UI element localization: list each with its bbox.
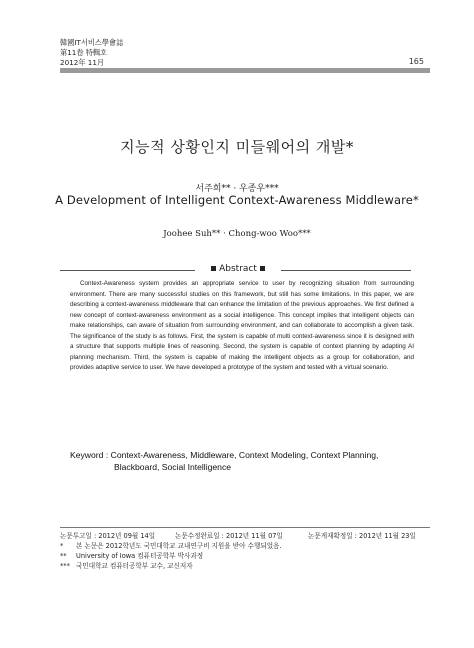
- footnote-mark: ***: [60, 562, 70, 571]
- square-bullet-icon: [260, 266, 265, 271]
- abstract-body: [70, 279, 414, 374]
- footnotes: [60, 541, 282, 572]
- received-date: 논문투고일 : 2012년 09월 14일: [60, 532, 156, 540]
- footer-rule: [60, 527, 430, 528]
- authors-korean: 서주희** · 우종우***: [195, 184, 279, 194]
- abstract-heading: [195, 264, 281, 274]
- abstract-rule-left: [60, 270, 195, 271]
- title-english: A Development of Intelligent Context-Awareness Middleware*: [55, 193, 419, 207]
- journal-date: 2012年 11月: [60, 58, 105, 67]
- footnote: [60, 541, 282, 551]
- journal-info: [60, 38, 123, 68]
- footnote-text: 국민대학교 컴퓨터공학부 교수, 교신저자: [76, 562, 193, 571]
- keyword-line-1: Context-Awareness, Middleware, Context Modeling, Context Planning,: [110, 450, 379, 460]
- footnote-text: University of Iowa 컴퓨터공학부 박사과정: [76, 552, 204, 561]
- title-korean: 지능적 상황인지 미들웨어의 개발*: [120, 138, 354, 156]
- footnote-text: 본 논문은 2012학년도 국민대학교 교내연구비 지원을 받아 수행되었음.: [76, 542, 282, 550]
- authors-english: Joohee Suh** · Chong-woo Woo***: [163, 229, 311, 239]
- abstract-heading-text: Abstract: [219, 264, 257, 274]
- header-rule: [60, 68, 430, 73]
- page-number: 165: [408, 57, 424, 66]
- abstract-text: Context-Awareness system provides an appropriate service to user by recognizing situation from surrounding environment. There are many successful studies on this framework, but still has some limitations. In this paper, we are describing a context-awareness middleware that can enhance the limitation of the previous approaches. We first defined a new concept of context-awareness environment as a social intelligence. This concept implies that intelligent objects can make relationships, can aware of situation from surrounding environment, and can collaborate to accomplish a given task. The significance of the study is as follows. First, the system is capable of multi context-awareness since it is designed with a structure that supports multiple lines of reasoning. Second, the system is capable of context planning by adapting AI planning mechanism. Third, the system is capable of making the intelligent objects as a group for collaboration, and provides adaptive service to user. We have developed a prototype of the system and tested with a virtual scenario.: [70, 280, 414, 372]
- journal-volume: 第11卷 特輯호: [60, 48, 108, 57]
- keyword-line-2: Blackboard, Social Intelligence: [114, 462, 232, 472]
- keyword-block: [70, 449, 420, 473]
- accepted-date: 논문게재확정일 : 2012년 11월 23일: [308, 532, 416, 540]
- abstract-rule-right: [281, 270, 411, 271]
- keyword-label: Keyword :: [70, 450, 111, 460]
- footnote: [60, 561, 282, 571]
- square-bullet-icon: [211, 266, 216, 271]
- revised-date: 논문수정완료일 : 2012년 11월 07일: [175, 532, 283, 540]
- footnote-mark: *: [60, 542, 64, 550]
- footnote: [60, 551, 282, 561]
- footnote-mark: **: [60, 552, 67, 561]
- journal-name: 韓國IT서비스學會誌: [60, 38, 124, 47]
